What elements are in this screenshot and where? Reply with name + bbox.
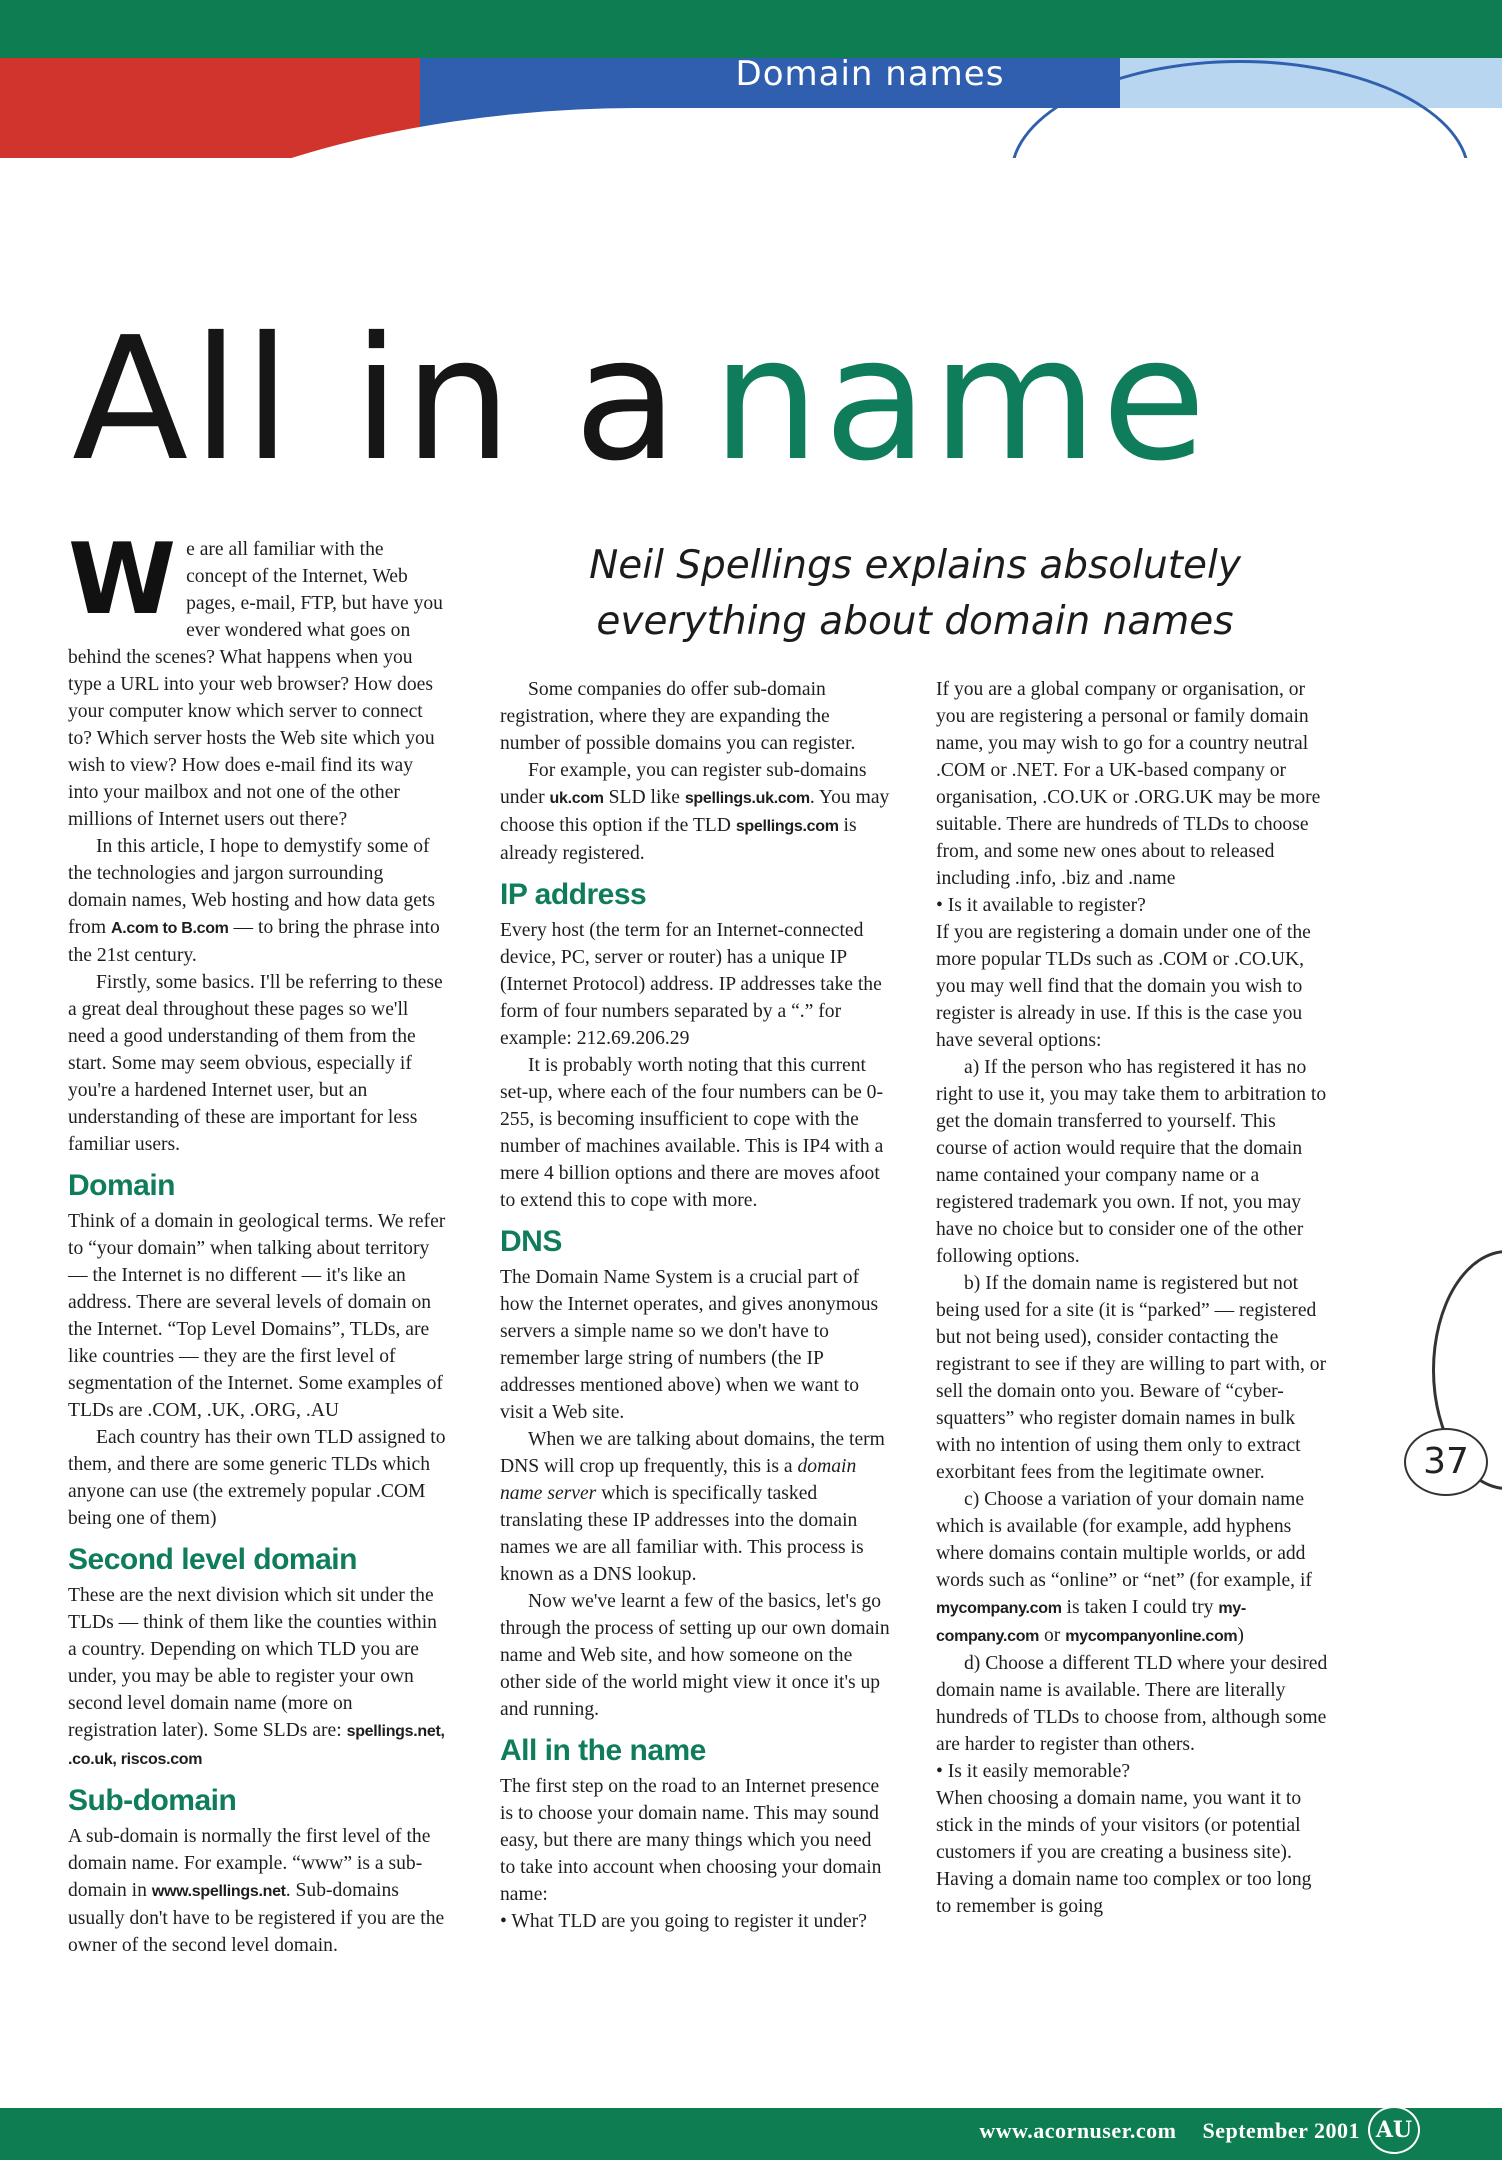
paragraph [500, 757, 890, 867]
paragraph: Some companies do offer sub-domain registration, where they are expanding the number of possible domains you can register. [500, 679, 856, 754]
paragraph [68, 1582, 446, 1773]
heading-second-level-domain: Second level domain [68, 1543, 357, 1576]
domain-example: mycompanyonline.com [1065, 1628, 1238, 1645]
paragraph: Think of a domain in geological terms. We refer to “your domain” when talking about territory — the Internet is no different — it's like an address. There are several levels of domain on the Internet. “Top Level Domains”, TLDs, are like countries — they are the first level of segmentation of the Internet. Some examples of TLDs are .COM, .UK, .ORG, .AU [68, 1211, 446, 1421]
footer-url: www.acornuser.com [979, 2118, 1177, 2143]
heading-domain: Domain [68, 1169, 176, 1202]
footer-date: September 2001 [1202, 2118, 1360, 2143]
column-3 [936, 676, 1328, 1920]
paragraph-text: In this article, I hope to demystify some of the technologies and jargon surrounding domain names, Web hosting and how data gets from [68, 836, 436, 938]
bullet-item: • Is it available to register? [936, 895, 1146, 916]
paragraph-text: When we are talking about domains, the term DNS will crop up frequently, this is a [500, 1429, 885, 1477]
paragraph: Firstly, some basics. I'll be referring to these a great deal throughout these pages so we'll need a good understanding of them from the start. Some may seem obvious, especially if you're a hardened Internet user, but an understanding of these are important for less familiar users. [68, 972, 443, 1155]
paragraph-text: SLD like [603, 787, 685, 808]
title-accent: name [711, 301, 1211, 499]
title-main: All in a [72, 301, 682, 499]
magazine-logo: AU [1368, 2106, 1420, 2154]
standfirst: Neil Spellings explains absolutely everything about domain names [589, 543, 1241, 644]
heading-sub-domain: Sub-domain [68, 1784, 237, 1817]
drop-cap: W [68, 523, 177, 637]
paragraph: If you are a global company or organisation, or you are registering a personal or family domain name, you may wish to go for a country neutral .COM or .NET. For a UK-based company or organisation, .CO.UK or .ORG.UK may be more suitable. There are hundreds of TLDs to choose from, and some new ones about to released including .info, .biz and .name [936, 679, 1321, 889]
paragraph-text: — to bring the phrase into the 21st century. [68, 917, 440, 966]
paragraph-text: is already registered. [500, 815, 857, 864]
domain-example: spellings.com [735, 818, 839, 835]
domain-example: B.com [181, 920, 229, 937]
option-d: d) Choose a different TLD where your desired domain name is available. There are literally hundreds of TLDs to choose from, although some are harder to register than others. [936, 1653, 1328, 1755]
paragraph: If you are registering a domain under one of the more popular TLDs such as .COM or .CO.UK, you may well find that the domain you wish to register is already in use. If this is the case you have several options: [936, 922, 1311, 1051]
paragraph-text: ) [1237, 1625, 1244, 1646]
bullet-item: • Is it easily memorable? [936, 1761, 1131, 1782]
domain-example: spellings.uk.com [684, 790, 810, 807]
oval-mask [1000, 158, 1490, 298]
article-title [72, 300, 1210, 500]
domain-example: my-company.com [936, 1600, 1246, 1645]
option-a: a) If the person who has registered it has no right to use it, you may take them to arbitration to get the domain transferred to yourself. This course of action would require that the domain name contained your company name or a registered trademark you own. If not, you may have no choice but to consider one of the other following options. [936, 1057, 1327, 1267]
italic-term: domain name server [500, 1456, 857, 1504]
page-number: 37 [1404, 1428, 1488, 1496]
paragraph: Now we've learnt a few of the basics, let's go through the process of setting up our own domain name and Web site, and how someone on the other side of the world might view it once it's up and running. [500, 1591, 890, 1720]
paragraph-text: . Sub-domains usually don't have to be registered if you are the owner of the second level domain. [68, 1880, 445, 1956]
domain-example-joiner: to [158, 920, 182, 937]
paragraph: The first step on the road to an Internet presence is to choose your domain name. This may sound easy, but there are many things which you need to take into account when choosing your domain name: [500, 1776, 882, 1905]
column-2 [500, 676, 890, 1935]
option-c [936, 1486, 1328, 1650]
paragraph-text: These are the next division which sit under the TLDs — think of them like the counties within a country. Depending on which TLD you are under, you may be able to register your own second level domain name (more on registration later). Some SLDs are: [68, 1585, 437, 1741]
paragraph [500, 1426, 890, 1588]
paragraph-text: c) Choose a variation of your domain name which is available (for example, add hyphens where domains contain multiple worlds, or add words such as “online” or “net” (for example, if [936, 1489, 1312, 1591]
paragraph: The Domain Name System is a crucial part of how the Internet operates, and gives anonymous servers a simple name so we don't have to remember large string of numbers (the IP addresses mentioned above) when we want to visit a Web site. [500, 1267, 879, 1423]
section-label: Domain names [735, 54, 1005, 94]
paragraph [68, 1823, 446, 1959]
header-band-green [0, 0, 1502, 58]
paragraph: When choosing a domain name, you want it to stick in the minds of your visitors (or potential customers if you are creating a business site). Having a domain name too complex or too long to remember is going [936, 1788, 1312, 1917]
paragraph: It is probably worth noting that this current set-up, where each of the four numbers can be 0-255, is becoming insufficient to cope with the number of machines available. This is IP4 with a mere 4 billion options and there are moves afoot to extend this to cope with more. [500, 1055, 884, 1211]
domain-example: A.com [111, 920, 159, 937]
paragraph-text: which is specifically tasked translating these IP addresses into the domain names we are all familiar with. This process is known as a DNS lookup. [500, 1483, 864, 1585]
paragraph-text: is taken I could try [1061, 1597, 1219, 1618]
heading-all-in-the-name: All in the name [500, 1734, 706, 1767]
domain-example: www.spellings.net [151, 1883, 286, 1900]
paragraph-text: A sub-domain is normally the first level of the domain name. For example. “www” is a sub-domain in [68, 1826, 431, 1901]
paragraph [68, 833, 446, 969]
domain-example: mycompany.com [936, 1600, 1062, 1617]
intro-paragraph [68, 523, 446, 833]
heading-dns: DNS [500, 1225, 562, 1258]
paragraph: Every host (the term for an Internet-connected device, PC, server or router) has a unique IP (Internet Protocol) address. IP addresses take the form of four numbers separated by a “.” for example: 212.69.206.29 [500, 920, 882, 1049]
paragraph-text: . You may choose this option if the TLD [500, 787, 890, 836]
paragraph-text: e are all familiar with the concept of the Internet, Web pages, e-mail, FTP, but have you ever wondered what goes on behind the scenes? What happens when you type a URL into your web browser? How does your computer know which server to connect to? Which server hosts the Web site which you wish to view? How does e-mail find its way into your mailbox and not one of the other millions of Internet users out there? [68, 539, 443, 830]
domain-example: spellings.net, .co.uk, riscos.com [68, 1723, 445, 1768]
paragraph-text: For example, you can register sub-domains under [500, 760, 867, 808]
footer-text [930, 2118, 1360, 2144]
bullet-item: • What TLD are you going to register it under? [500, 1911, 867, 1932]
heading-ip-address: IP address [500, 878, 647, 911]
paragraph-text: or [1039, 1625, 1066, 1646]
column-1 [68, 523, 446, 1959]
option-b: b) If the domain name is registered but not being used for a site (it is “parked” — registered but not being used), consider contacting the registrant to see if they are willing to part with, or sell the domain onto you. Beware of “cyber-squatters” who register domain names in bulk with no intention of using them only to extract exorbitant fees from the legitimate owner. [936, 1273, 1327, 1483]
domain-example: uk.com [549, 790, 604, 807]
paragraph: Each country has their own TLD assigned to them, and there are some generic TLDs which anyone can use (the extremely popular .COM being one of them) [68, 1427, 446, 1529]
